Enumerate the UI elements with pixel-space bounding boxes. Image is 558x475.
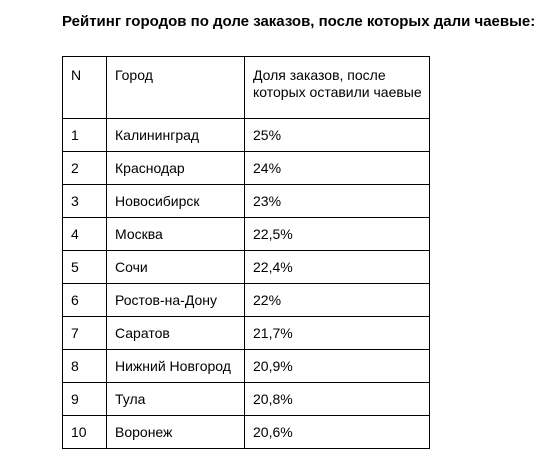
cell-rank: 3 [63, 185, 107, 218]
cell-share: 24% [245, 152, 430, 185]
table-row [63, 152, 430, 185]
cell-share: 22,4% [245, 251, 430, 284]
cell-city: Новосибирск [107, 185, 245, 218]
rating-table [62, 56, 430, 449]
cell-rank: 6 [63, 284, 107, 317]
cell-share: 20,9% [245, 350, 430, 383]
cell-city: Калининград [107, 119, 245, 152]
cell-rank: 9 [63, 383, 107, 416]
table-row [63, 251, 430, 284]
cell-rank: 1 [63, 119, 107, 152]
cell-share: 22,5% [245, 218, 430, 251]
table-row [63, 218, 430, 251]
header-city: Город [107, 57, 245, 119]
header-rank: N [63, 57, 107, 119]
table-row [63, 383, 430, 416]
cell-rank: 7 [63, 317, 107, 350]
table-row [63, 317, 430, 350]
cell-city: Нижний Новгород [107, 350, 245, 383]
cell-rank: 8 [63, 350, 107, 383]
cell-city: Воронеж [107, 416, 245, 449]
table-row [63, 350, 430, 383]
cell-rank: 5 [63, 251, 107, 284]
table-header-row [63, 57, 430, 119]
table-row [63, 284, 430, 317]
cell-share: 20,8% [245, 383, 430, 416]
table-row [63, 416, 430, 449]
cell-share: 25% [245, 119, 430, 152]
header-tip-share: Доля заказов, после которых оставили чаевые [245, 57, 430, 119]
cell-city: Саратов [107, 317, 245, 350]
cell-city: Ростов-на-Дону [107, 284, 245, 317]
cell-share: 23% [245, 185, 430, 218]
cell-share: 20,6% [245, 416, 430, 449]
table-row [63, 119, 430, 152]
cell-rank: 2 [63, 152, 107, 185]
cell-share: 22% [245, 284, 430, 317]
cell-city: Тула [107, 383, 245, 416]
cell-share: 21,7% [245, 317, 430, 350]
cell-rank: 4 [63, 218, 107, 251]
cell-city: Сочи [107, 251, 245, 284]
cell-city: Краснодар [107, 152, 245, 185]
cell-rank: 10 [63, 416, 107, 449]
page-title: Рейтинг городов по доле заказов, после которых дали чаевые: [62, 13, 536, 30]
cell-city: Москва [107, 218, 245, 251]
table-row [63, 185, 430, 218]
